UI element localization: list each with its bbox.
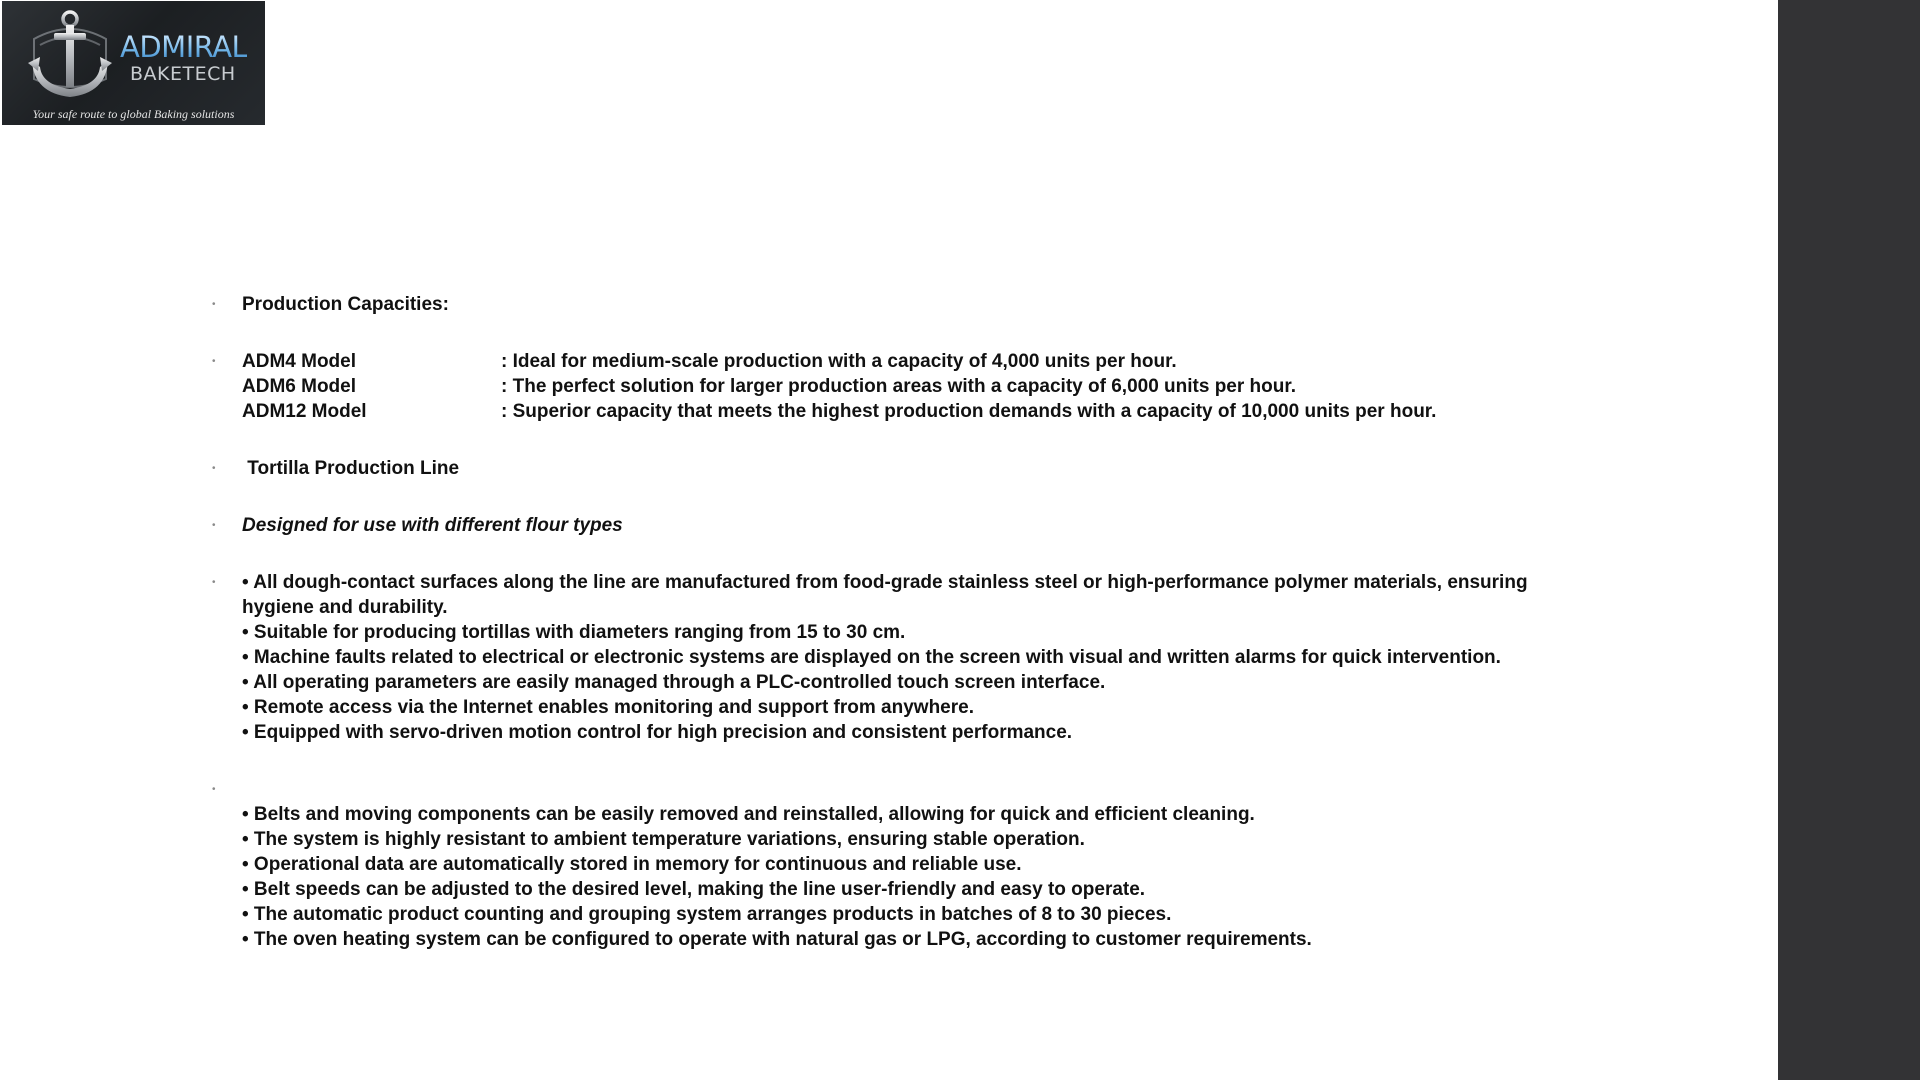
feature-line: • Remote access via the Internet enables monitoring and support from anywhere. <box>242 697 974 718</box>
feature-line: • All dough-contact surfaces along the line are manufactured from food-grade stainless steel or high-performance polymer materials, ensuring hygiene and durability. <box>242 572 1528 618</box>
production-heading: Production Capacities: <box>242 294 449 315</box>
feature-line: • Belt speeds can be adjusted to the desired level, making the line user-friendly and easy to operate. <box>242 879 1146 900</box>
feature-line: • Belts and moving components can be easily removed and reinstalled, allowing for quick and efficient cleaning. <box>242 804 1255 825</box>
line-heading: Tortilla Production Line <box>242 458 460 479</box>
model-name: ADM6 Model <box>242 376 356 397</box>
logo-tagline: Your safe route to global Baking solutions <box>32 107 235 121</box>
model-description: : Superior capacity that meets the highest production demands with a capacity of 10,000 units per hour. <box>501 401 1437 422</box>
feature-line: • Equipped with servo-driven motion control for high precision and consistent performance. <box>242 722 1073 743</box>
feature-line: • Machine faults related to electrical or electronic systems are displayed on the screen with visual and written alarms for quick intervention. <box>242 647 1501 668</box>
feature-line: • The system is highly resistant to ambient temperature variations, ensuring stable operation. <box>242 829 1085 850</box>
model-name: ADM4 Model <box>242 351 356 372</box>
bullet-dot: • <box>212 463 216 474</box>
flour-types-item <box>205 513 1545 538</box>
side-panel <box>1778 0 1920 1080</box>
features-b-item <box>205 777 1545 952</box>
bullet-dot: • <box>212 520 216 531</box>
bullet-dot: • <box>212 784 216 795</box>
bullet-dot: • <box>212 577 216 588</box>
flour-heading: Designed for use with different flour types <box>242 515 623 536</box>
feature-line: • All operating parameters are easily managed through a PLC-controlled touch screen interface. <box>242 672 1106 693</box>
feature-line: • Operational data are automatically stored in memory for continuous and reliable use. <box>242 854 1022 875</box>
model-description: : Ideal for medium-scale production with a capacity of 4,000 units per hour. <box>501 351 1177 372</box>
model-description: : The perfect solution for larger production areas with a capacity of 6,000 units per hour. <box>501 376 1296 397</box>
slide-content <box>205 292 1545 984</box>
company-logo <box>2 1 265 125</box>
bullet-dot: • <box>212 299 216 310</box>
feature-line: • Suitable for producing tortillas with diameters ranging from 15 to 30 cm. <box>242 622 906 643</box>
models-item <box>205 349 1545 424</box>
logo-brand-sub: BAKETECH <box>130 63 236 85</box>
feature-line: • The oven heating system can be configured to operate with natural gas or LPG, according to customer requirements. <box>242 929 1312 950</box>
bullet-dot: • <box>212 356 216 367</box>
model-name: ADM12 Model <box>242 401 367 422</box>
model-row-adm12 <box>242 399 1545 424</box>
empty-line <box>242 777 1545 802</box>
production-capacities-item <box>205 292 1545 317</box>
feature-line: • The automatic product counting and grouping system arranges products in batches of 8 to 30 pieces. <box>242 904 1172 925</box>
features-a-item <box>205 570 1545 745</box>
model-row-adm6 <box>242 374 1545 399</box>
model-row-adm4 <box>242 349 1545 374</box>
logo-brand-name: ADMIRAL <box>120 30 248 64</box>
tortilla-line-item <box>205 456 1545 481</box>
anchor-icon <box>24 9 116 105</box>
